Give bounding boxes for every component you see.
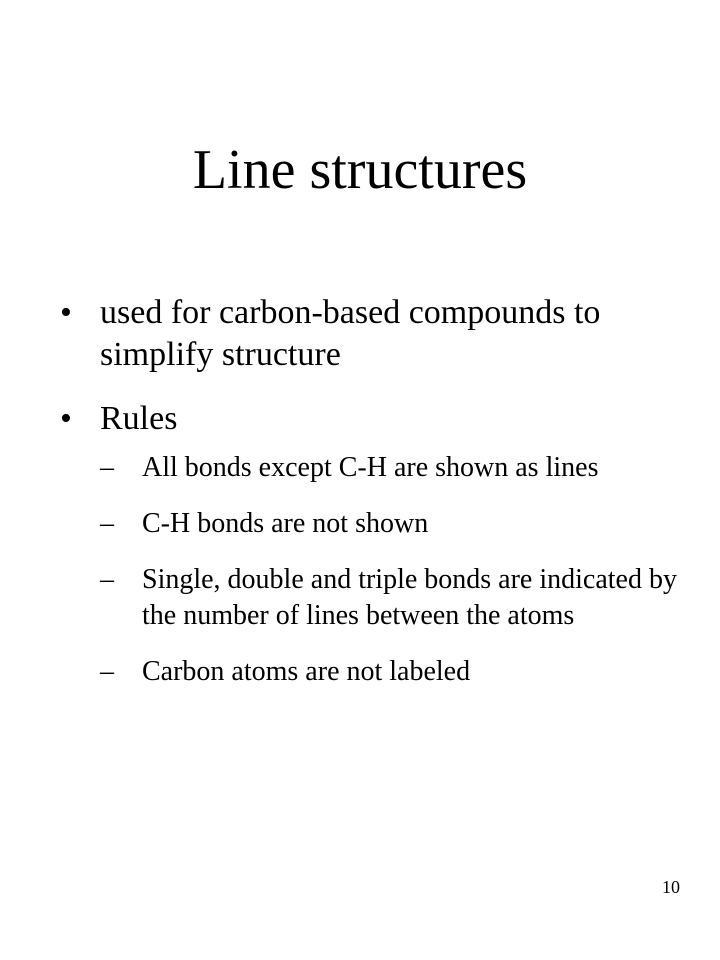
sub-bullet-text: All bonds except C-H are shown as lines bbox=[142, 452, 599, 483]
sub-bullet-text: C-H bonds are not shown bbox=[142, 508, 429, 539]
dash-icon: – bbox=[100, 656, 114, 687]
sub-bullet-item bbox=[100, 654, 700, 690]
bullet-item bbox=[60, 292, 700, 376]
bullet-icon: • bbox=[60, 400, 72, 437]
bullet-list bbox=[60, 292, 700, 712]
bullet-item bbox=[60, 398, 700, 690]
dash-icon: – bbox=[100, 452, 114, 483]
slide-title: Line structures bbox=[192, 139, 528, 201]
dash-icon: – bbox=[100, 564, 114, 595]
sub-bullet-list bbox=[100, 450, 700, 690]
page-number: 10 bbox=[662, 877, 680, 897]
sub-bullet-item bbox=[100, 450, 700, 486]
sub-bullet-text: Carbon atoms are not labeled bbox=[142, 656, 471, 687]
bullet-text: used for carbon-based compounds to simplify structure bbox=[100, 294, 601, 373]
bullet-text: Rules bbox=[100, 400, 178, 437]
bullet-icon: • bbox=[60, 294, 72, 331]
sub-bullet-text: Single, double and triple bonds are indicated by the number of lines between the atoms bbox=[142, 564, 677, 631]
dash-icon: – bbox=[100, 508, 114, 539]
sub-bullet-item bbox=[100, 562, 700, 634]
sub-bullet-item bbox=[100, 506, 700, 542]
